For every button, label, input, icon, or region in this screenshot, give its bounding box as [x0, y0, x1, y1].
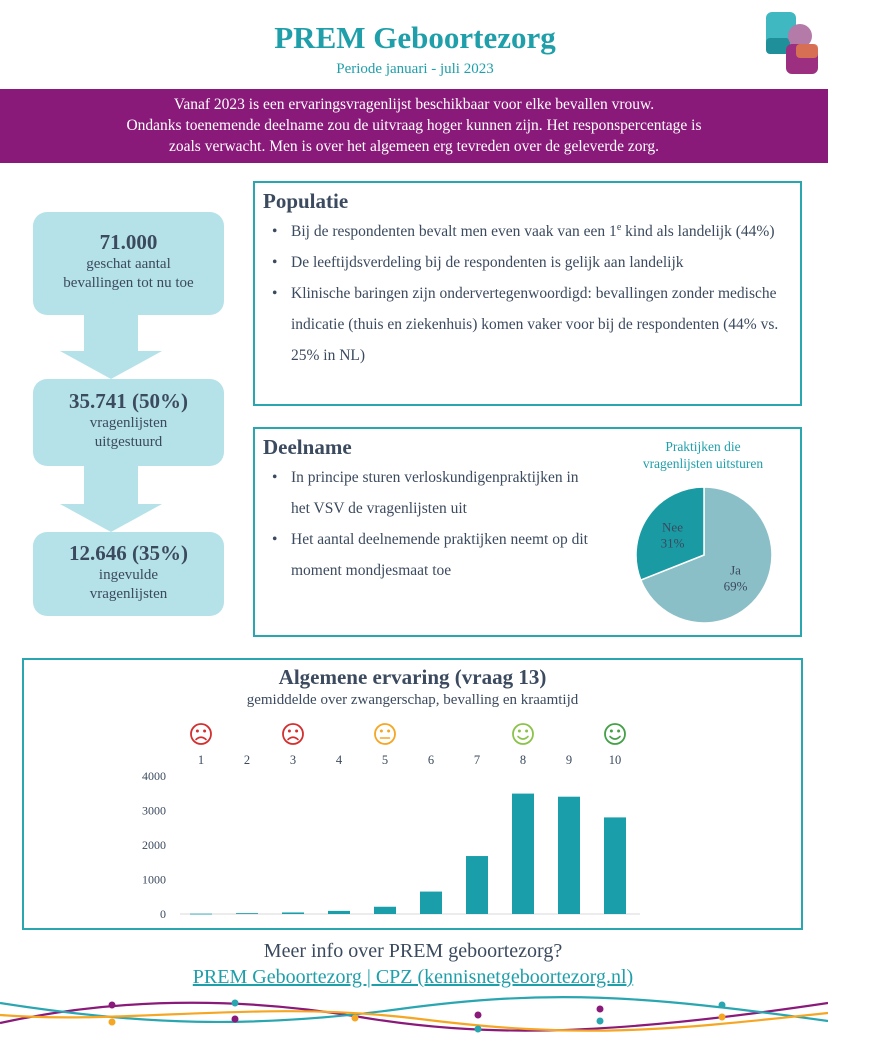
flow-label: geschat aantal	[86, 256, 171, 272]
x-tick-label: 3	[289, 753, 297, 767]
banner-line: zoals verwacht. Men is over het algemeen erg tevreden over de geleverde zorg.	[168, 138, 660, 155]
y-tick-label: 2000	[142, 838, 166, 852]
bar-1	[190, 914, 212, 915]
footer-link[interactable]: PREM Geboortezorg | CPZ (kennisnetgeboortezorg.nl)	[192, 966, 634, 988]
decorative-waves	[0, 995, 828, 1040]
y-tick-label: 1000	[142, 872, 166, 887]
pie-chart	[624, 475, 784, 635]
list-item: • De leeftijdsverdeling bij de respondenten is gelijk aan landelijk	[263, 247, 786, 278]
list-item: • Het aantal deelnemende praktijken neemt op dit moment mondjesmaat toe	[263, 524, 593, 586]
populatie-list	[263, 216, 786, 371]
x-tick-label: 6	[427, 753, 435, 767]
banner-line: Ondanks toenemende deelname zou de uitvraag hoger kunnen zijn. Het responspercentage is	[126, 117, 702, 134]
flow-box-sent	[33, 379, 224, 466]
summary-banner	[0, 89, 828, 163]
flow-label: ingevulde	[98, 567, 159, 583]
flow-number: 12.646 (35%)	[69, 541, 188, 565]
x-tick-label: 9	[565, 753, 573, 767]
list-item: • In principe sturen verloskundigenpraktijken in het VSV de vragenlijsten uit	[263, 462, 593, 524]
y-tick-label: 3000	[142, 803, 166, 818]
bar-chart	[22, 712, 803, 927]
list-item: • Klinische baringen zijn ondervertegenwoordigd: bevallingen zonder medische indicatie (thuis en ziekenhuis) komen vaker voor bij de respondenten (44% vs. 25% in NL)	[263, 278, 786, 371]
chart-subtitle: gemiddelde over zwangerschap, bevalling en kraamtijd	[246, 692, 579, 708]
x-tick-label: 7	[473, 753, 481, 767]
sad-face-icon	[283, 724, 303, 744]
pie-pct-label: 31%	[660, 535, 685, 551]
pie-title-line: Praktijken die	[665, 439, 741, 454]
flow-box-completed	[33, 532, 224, 616]
pie-title	[623, 438, 783, 472]
deelname-list	[263, 462, 593, 586]
deelname-heading: Deelname	[263, 435, 352, 459]
x-tick-label: 4	[335, 753, 343, 767]
pie-label: Nee	[662, 519, 683, 535]
happy-face-icon	[513, 724, 533, 744]
chart-title: Algemene ervaring (vraag 13)	[278, 665, 547, 689]
bar-2	[236, 913, 258, 914]
superscript: e	[616, 221, 622, 233]
flow-number: 71.000	[99, 230, 158, 254]
pie-title-line: vragenlijsten uitsturen	[642, 456, 764, 471]
populatie-heading: Populatie	[263, 189, 349, 213]
flow-label: vragenlijsten	[89, 415, 168, 431]
x-tick-label: 10	[608, 753, 622, 767]
flow-box-births	[33, 212, 224, 315]
bar-9	[558, 797, 580, 914]
sad-face-icon	[191, 724, 211, 744]
bar-7	[466, 856, 488, 914]
x-tick-label: 1	[197, 753, 205, 767]
bullet-text: kind als landelijk (44%)	[621, 223, 775, 240]
bullet-text: Bij de respondenten bevalt men even vaak van een 1	[291, 223, 617, 240]
pie-pct-label: 69%	[723, 578, 748, 594]
flow-label: bevallingen tot nu toe	[63, 275, 194, 291]
down-arrow-icon	[60, 466, 162, 532]
bar-5	[374, 907, 396, 914]
x-tick-label: 2	[243, 753, 251, 767]
bar-10	[604, 817, 626, 914]
list-item	[263, 216, 786, 247]
down-arrow-icon	[60, 315, 162, 379]
bar-8	[512, 794, 534, 914]
flow-label: vragenlijsten	[89, 586, 168, 602]
flow-number: 35.741 (50%)	[69, 389, 188, 413]
flow-label: uitgestuurd	[94, 434, 163, 450]
bar-4	[328, 911, 350, 914]
x-tick-label: 5	[381, 753, 389, 767]
cpz-logo	[762, 8, 822, 74]
bar-3	[282, 912, 304, 914]
happy-face-icon	[605, 724, 625, 744]
neutral-face-icon	[375, 724, 395, 744]
pie-label: Ja	[730, 562, 741, 578]
x-tick-label: 8	[519, 753, 527, 767]
page-subtitle: Periode januari - juli 2023	[336, 61, 494, 77]
y-tick-label: 4000	[142, 769, 166, 783]
page-title: PREM Geboortezorg	[274, 20, 556, 55]
y-tick-label: 0	[160, 907, 166, 921]
bar-6	[420, 892, 442, 914]
banner-line: Vanaf 2023 is een ervaringsvragenlijst beschikbaar voor elke bevallen vrouw.	[173, 96, 655, 113]
footer-question: Meer info over PREM geboortezorg?	[263, 940, 563, 962]
populatie-panel	[253, 181, 802, 406]
